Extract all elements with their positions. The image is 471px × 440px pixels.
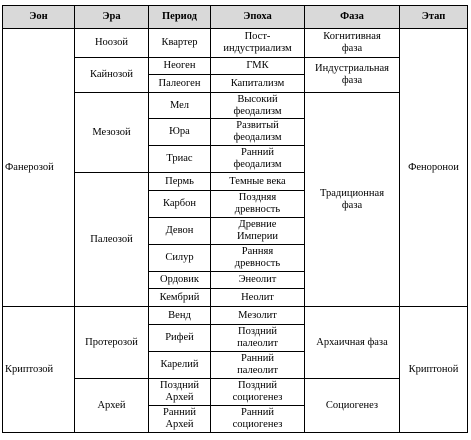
period-cell: Неоген <box>149 58 211 75</box>
header-stage: Этап <box>400 6 468 29</box>
stage-pheneronoi: Феноронои <box>400 29 468 307</box>
phase-cognitive: Когнитивная фаза <box>305 29 400 58</box>
period-cell: Поздний Архей <box>149 379 211 406</box>
header-era: Эра <box>75 6 149 29</box>
header-row <box>3 6 468 29</box>
period-cell: Карелий <box>149 352 211 379</box>
era-archean: Архей <box>75 379 149 433</box>
header-epoch: Эпоха <box>211 6 305 29</box>
epoch-cell: Неолит <box>211 289 305 307</box>
header-eon: Эон <box>3 6 75 29</box>
epoch-cell: Темные века <box>211 173 305 191</box>
table-row <box>3 29 468 58</box>
period-cell: Ордовик <box>149 272 211 289</box>
phase-traditional: Традиционная фаза <box>305 93 400 307</box>
era-mesozoic: Мезозой <box>75 93 149 173</box>
eon-cryptozoic: Криптозой <box>3 307 75 433</box>
period-cell: Кембрий <box>149 289 211 307</box>
epoch-cell: Поздний социогенез <box>211 379 305 406</box>
period-cell: Триас <box>149 146 211 173</box>
stage-kriptonoi: Криптоной <box>400 307 468 433</box>
epoch-cell: Развитый феодализм <box>211 119 305 146</box>
epoch-cell: Мезолит <box>211 307 305 325</box>
period-cell: Мел <box>149 93 211 119</box>
era-proterozoic: Протерозой <box>75 307 149 379</box>
header-phase: Фаза <box>305 6 400 29</box>
epoch-cell: ГМК <box>211 58 305 75</box>
epoch-cell: Энеолит <box>211 272 305 289</box>
epoch-cell: Пост- индустриализм <box>211 29 305 58</box>
epoch-cell: Ранняя древность <box>211 245 305 272</box>
period-cell: Венд <box>149 307 211 325</box>
period-cell: Палеоген <box>149 75 211 93</box>
period-cell: Квартер <box>149 29 211 58</box>
eon-phanerozoic: Фанерозой <box>3 29 75 307</box>
epoch-cell: Поздняя древность <box>211 191 305 218</box>
phase-archaic: Архаичная фаза <box>305 307 400 379</box>
period-cell: Рифей <box>149 325 211 352</box>
era-cenozoic: Кайнозой <box>75 58 149 93</box>
epoch-cell: Высокий феодализм <box>211 93 305 119</box>
geological-social-table <box>2 5 468 433</box>
header-period: Период <box>149 6 211 29</box>
period-cell: Силур <box>149 245 211 272</box>
phase-industrial: Индустриальная фаза <box>305 58 400 93</box>
epoch-cell: Древние Империи <box>211 218 305 245</box>
period-cell: Девон <box>149 218 211 245</box>
epoch-cell: Поздний палеолит <box>211 325 305 352</box>
period-cell: Пермь <box>149 173 211 191</box>
epoch-cell: Ранний социогенез <box>211 406 305 433</box>
phase-sociogenesis: Социогенез <box>305 379 400 433</box>
epoch-cell: Капитализм <box>211 75 305 93</box>
era-paleozoic: Палеозой <box>75 173 149 307</box>
epoch-cell: Ранний феодализм <box>211 146 305 173</box>
table-row <box>3 307 468 325</box>
era-noosoi: Ноозой <box>75 29 149 58</box>
period-cell: Ранний Архей <box>149 406 211 433</box>
period-cell: Юра <box>149 119 211 146</box>
period-cell: Карбон <box>149 191 211 218</box>
epoch-cell: Ранний палеолит <box>211 352 305 379</box>
